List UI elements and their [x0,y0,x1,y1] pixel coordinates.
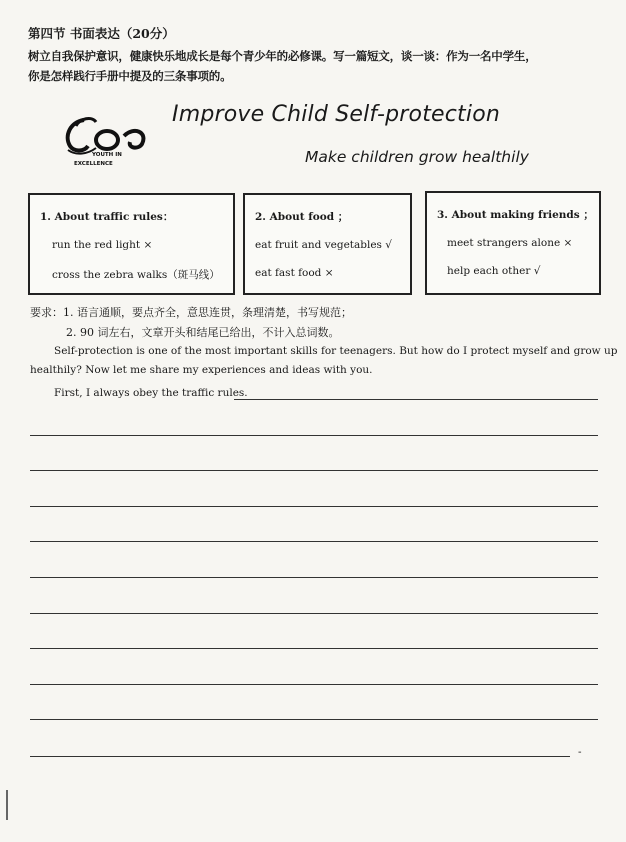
writing-line[interactable] [30,470,598,471]
writing-line[interactable] [30,541,598,542]
prompt-line-2: 你是怎样践行手册中提及的三条事项的。 [28,69,232,83]
writing-line[interactable] [30,577,598,578]
writing-line-first[interactable] [234,399,598,400]
box-item: run the red light × [52,239,153,251]
box-item: eat fast food × [255,267,334,279]
banner-title: Improve Child Self-protection [172,102,501,127]
youth-excellence-logo [62,112,162,170]
requirements-line-2: 2. 90 词左右，文章开头和结尾已给出，不计入总词数。 [66,326,340,339]
section-title: 第四节 书面表达（20分） [28,26,175,41]
essay-first-sentence: First, I always obey the traffic rules. [54,387,248,399]
trailing-dash: - [578,746,582,758]
box-item: help each other √ [447,265,541,277]
writing-line[interactable] [30,648,598,649]
box-item: eat fruit and vegetables √ [255,239,392,251]
traffic-rules-box [28,193,235,295]
box-item: meet strangers alone × [447,237,573,249]
box-heading: 3. About making friends ； [437,209,594,221]
prompt-line-1: 树立自我保护意识，健康快乐地成长是每个青少年的必修课。写一篇短文，谈一谈：作为一名中学生， [28,49,537,63]
writing-line[interactable] [30,613,598,614]
box-heading: 1. About traffic rules： [40,211,174,223]
writing-line[interactable] [30,506,598,507]
essay-intro-line-2: healthily? Now let me share my experiences and ideas with you. [30,364,373,376]
box-heading: 2. About food ； [255,211,349,223]
logo-caption-2: EXCELLENCE [74,161,113,167]
essay-intro-line-1: Self-protection is one of the most important skills for teenagers. But how do I protect myself and grow up [54,345,618,357]
box-item: cross the zebra walks（斑马线） [52,269,220,281]
writing-line[interactable] [30,684,598,685]
writing-line[interactable] [30,719,598,720]
food-box [243,193,412,295]
logo-caption-1: YOUTH IN [92,152,122,158]
requirements-line-1: 要求：1. 语言通顺，要点齐全，意思连贯，条理清楚，书写规范； [30,306,352,319]
writing-line-last[interactable] [30,756,570,757]
friends-box [425,191,601,295]
banner-subtitle: Make children grow healthily [305,148,529,166]
writing-line[interactable] [30,435,598,436]
scan-margin-mark [6,790,8,820]
